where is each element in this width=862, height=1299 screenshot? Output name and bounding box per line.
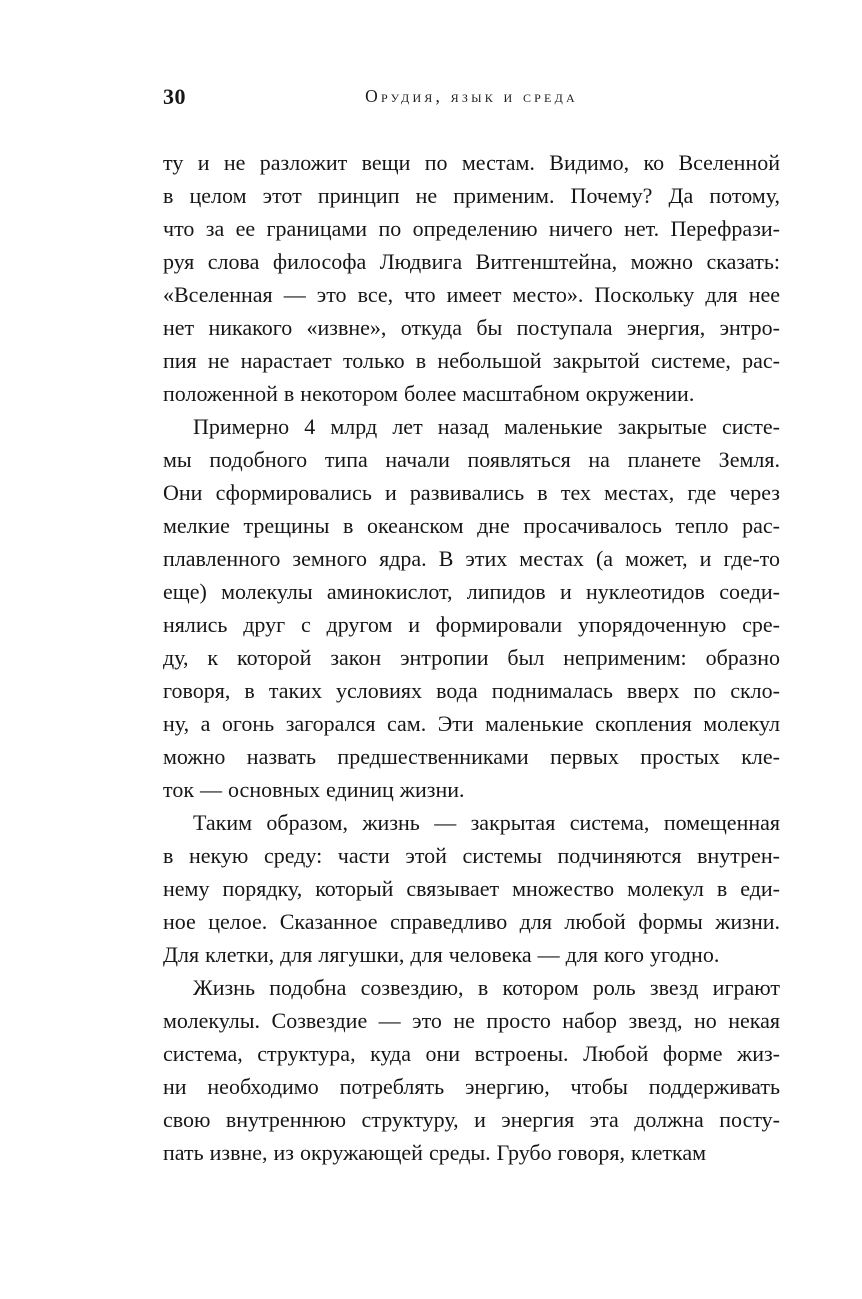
text-line: пать извне, из окружающей среды. Грубо говоря, клеткам xyxy=(163,1140,707,1165)
text-line: нему порядку, который связывает множество молекул в еди- xyxy=(163,876,780,901)
text-line: Для клетки, для лягушки, для человека — для кого угодно. xyxy=(163,942,720,967)
text-line: Жизнь подобна созвездию, в котором роль звезд играют xyxy=(193,975,780,1000)
text-line: ту и не разложит вещи по местам. Видимо, ко Вселенной xyxy=(163,150,780,175)
text-line: мелкие трещины в океанском дне просачивалось тепло рас- xyxy=(163,513,780,538)
text-line: положенной в некотором более масштабном окружении. xyxy=(163,381,695,406)
text-line: ду, к которой закон энтропии был неприменим: образно xyxy=(163,645,780,670)
text-line: руя слова философа Людвига Витгенштейна, можно сказать: xyxy=(163,249,780,274)
text-line: нялись друг с другом и формировали упорядоченную сре- xyxy=(163,612,780,637)
text-line: пия не нарастает только в небольшой закрытой системе, рас- xyxy=(163,348,780,373)
text-line: свою внутреннюю структуру, и энергия эта должна посту- xyxy=(163,1107,780,1132)
text-line: мы подобного типа начали появляться на планете Земля. xyxy=(163,447,780,472)
paragraph xyxy=(163,410,780,806)
page-header xyxy=(163,84,780,110)
text-line: говоря, в таких условиях вода поднималась вверх по скло- xyxy=(163,678,780,703)
paragraph xyxy=(163,806,780,971)
text-line: молекулы. Созвездие — это не просто набор звезд, но некая xyxy=(163,1008,780,1033)
text-line: можно назвать предшественниками первых простых кле- xyxy=(163,744,780,769)
text-line: ну, а огонь загорался сам. Эти маленькие скопления молекул xyxy=(163,711,780,736)
text-line: ное целое. Сказанное справедливо для любой формы жизни. xyxy=(163,909,780,934)
text-line: Они сформировались и развивались в тех местах, где через xyxy=(163,480,780,505)
text-line: система, структура, куда они встроены. Любой форме жиз- xyxy=(163,1041,780,1066)
text-line: еще) молекулы аминокислот, липидов и нуклеотидов соеди- xyxy=(163,579,780,604)
text-line: Таким образом, жизнь — закрытая система, помещенная xyxy=(193,810,780,835)
paragraph xyxy=(163,146,780,410)
text-line: Примерно 4 млрд лет назад маленькие закрытые систе- xyxy=(193,414,780,439)
paragraph xyxy=(163,971,780,1169)
text-line: что за ее границами по определению ничего нет. Перефрази- xyxy=(163,216,780,241)
text-line: нет никакого «извне», откуда бы поступала энергия, энтро- xyxy=(163,315,780,340)
text-line: ни необходимо потреблять энергию, чтобы поддерживать xyxy=(163,1074,780,1099)
text-line: «Вселенная — это все, что имеет место». Поскольку для нее xyxy=(163,282,780,307)
page-number: 30 xyxy=(163,84,186,109)
text-line: в целом этот принцип не применим. Почему? Да потому, xyxy=(163,183,780,208)
text-block xyxy=(163,146,780,1169)
text-line: в некую среду: части этой системы подчиняются внутрен- xyxy=(163,843,780,868)
text-line: плавленного земного ядра. В этих местах (а может, и где-то xyxy=(163,546,780,571)
running-title: Орудия, язык и среда xyxy=(365,86,578,106)
text-line: ток — основных единиц жизни. xyxy=(163,777,465,802)
